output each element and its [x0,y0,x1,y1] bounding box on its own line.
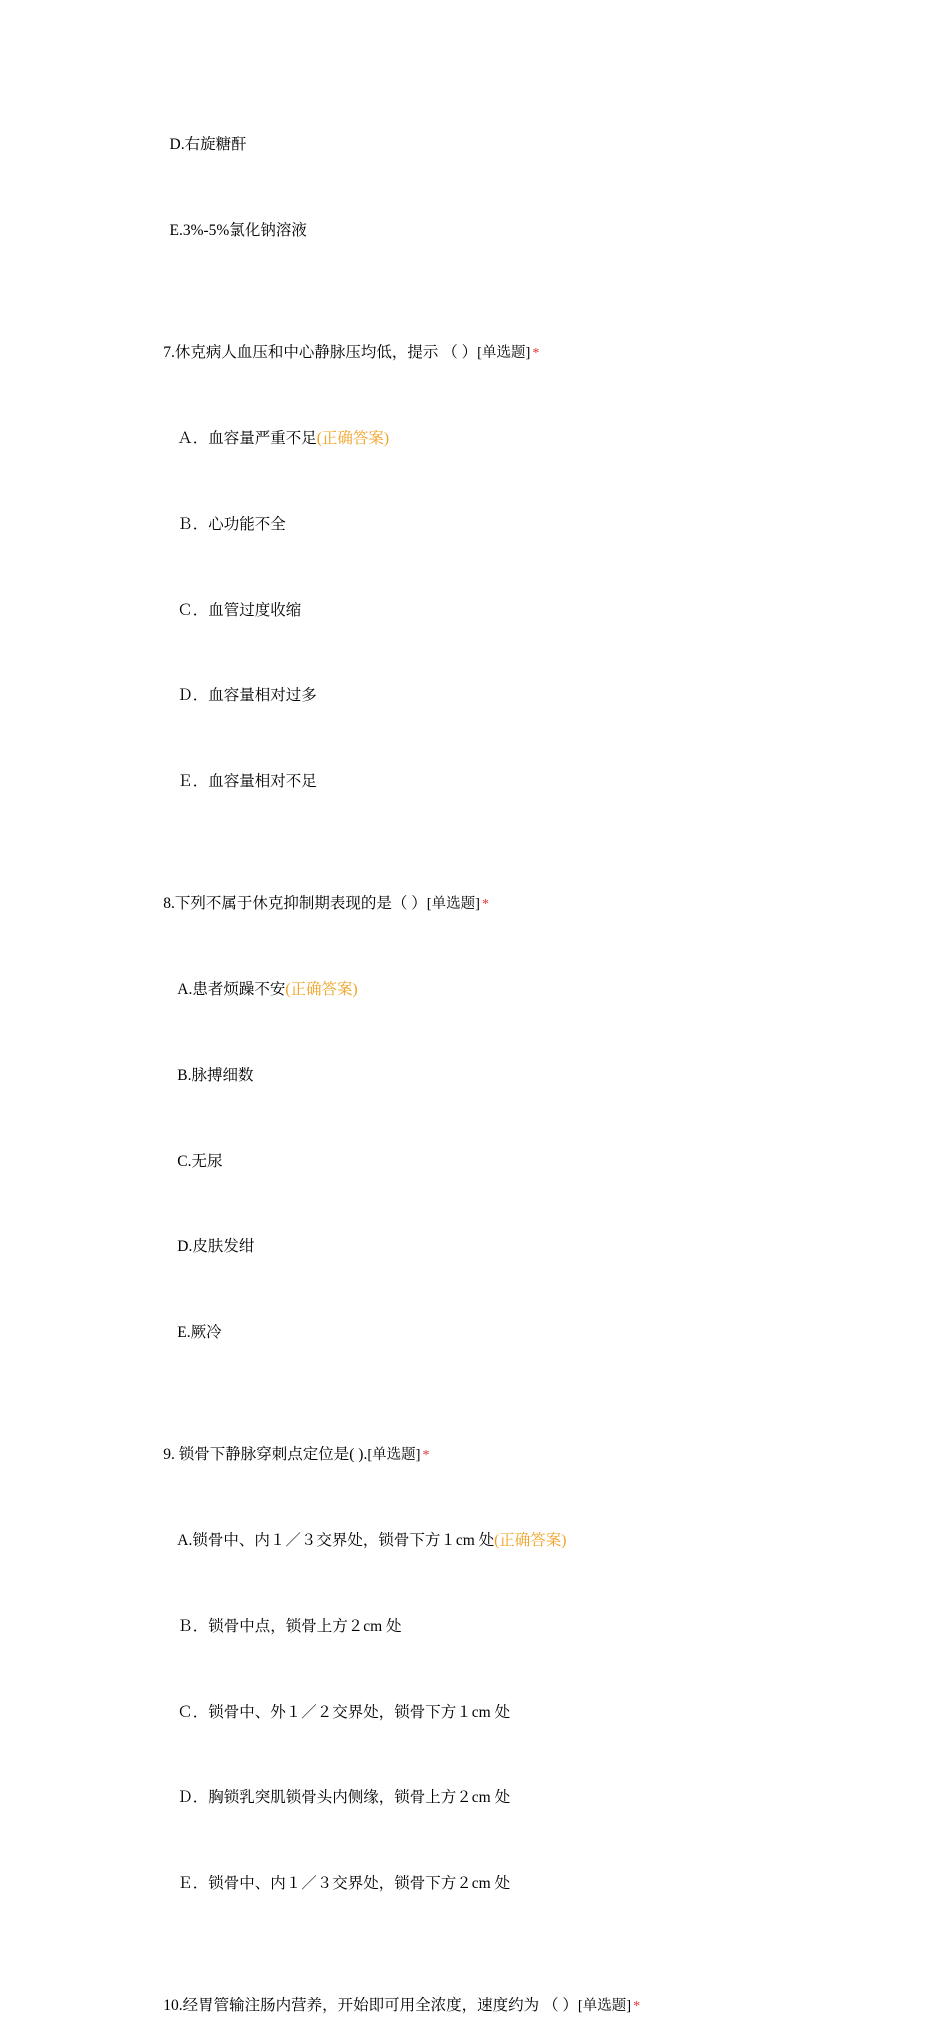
list-item [154,1041,810,1111]
question-block [140,1971,810,2041]
option-text: Ｄ．胸锁乳突肌锁骨头内侧缘，锁骨上方２cm 处 [177,1789,511,1807]
question-stem [140,869,810,939]
spacer [140,282,810,318]
required-marker: * [481,896,489,912]
option-text: Ｃ．锁骨中、外１／２交界处，锁骨下方１cm 处 [177,1703,511,1721]
list-item [154,1677,810,1747]
list-item [154,1126,810,1196]
option-text: A.患者烦躁不安 [177,981,286,998]
question-text: 经胃管输注肠内营养，开始即可用全浓度，速度约为 （ ） [182,1996,578,2014]
option-text: D.皮肤发绀 [177,1238,255,1256]
option-text: D.右旋糖酐 [169,136,247,154]
question-stem [140,318,810,388]
list-item [154,1298,810,1368]
question-type-tag: [单选题] [426,895,480,912]
question-type-tag: [单选题] [477,344,531,361]
question-number: 7. [163,343,175,361]
list-item [154,575,810,645]
question-block [140,869,810,1368]
option-text: Ｂ．心功能不全 [177,515,286,533]
list-item [154,490,810,560]
spacer [140,833,810,869]
question-number: 8. [163,894,175,912]
question-type-tag: [单选题] [577,1997,632,2014]
option-text: A.锁骨中、内１／３交界处，锁骨下方１cm 处 [177,1532,495,1549]
question-number: 10. [163,1996,183,2014]
list-item [154,661,810,731]
option-text: Ｂ．锁骨中点，锁骨上方２cm 处 [177,1617,402,1635]
correct-answer-marker: (正确答案) [316,430,390,447]
list-item [154,1849,810,1919]
list-item [154,1592,810,1662]
required-marker: * [422,1447,430,1463]
list-item [154,1763,810,1833]
correct-answer-marker: (正确答案) [494,1532,567,1549]
option-text: E.3%-5%氯化钠溶液 [169,222,307,239]
correct-answer-marker: (正确答案) [285,981,358,998]
question-block [140,318,810,817]
required-marker: * [532,345,540,361]
list-item [154,196,810,266]
list-item [154,955,810,1025]
list-item [154,747,810,817]
spacer [140,1384,810,1420]
question-type-tag: [单选题] [367,1446,421,1463]
question-stem [140,1420,810,1490]
question-text: 下列不属于休克抑制期表现的是（ ） [174,894,427,912]
option-text: Ｄ．血容量相对过多 [177,687,317,705]
question-number: 9. [163,1445,175,1463]
option-text: C.无尿 [177,1152,223,1170]
option-text: B.脉搏细数 [177,1066,254,1084]
option-text: Ａ．血容量严重不足 [177,430,317,447]
list-item [154,404,810,474]
question-text: 锁骨下静脉穿刺点定位是( ). [174,1445,368,1463]
question-block [140,1420,810,1919]
question-stem [140,1971,810,2041]
question-text: 休克病人血压和中心静脉压均低，提示 （ ） [174,343,478,361]
list-item [154,1506,810,1576]
option-text: Ｃ．血管过度收缩 [177,601,302,619]
spacer [140,1935,810,1971]
required-marker: * [633,1998,641,2014]
option-text: Ｅ．血容量相对不足 [177,773,317,790]
option-text: Ｅ．锁骨中、内１／３交界处，锁骨下方２cm 处 [177,1875,511,1892]
list-item [154,1212,810,1282]
option-text: E.厥冷 [177,1324,222,1341]
list-item [154,110,810,180]
